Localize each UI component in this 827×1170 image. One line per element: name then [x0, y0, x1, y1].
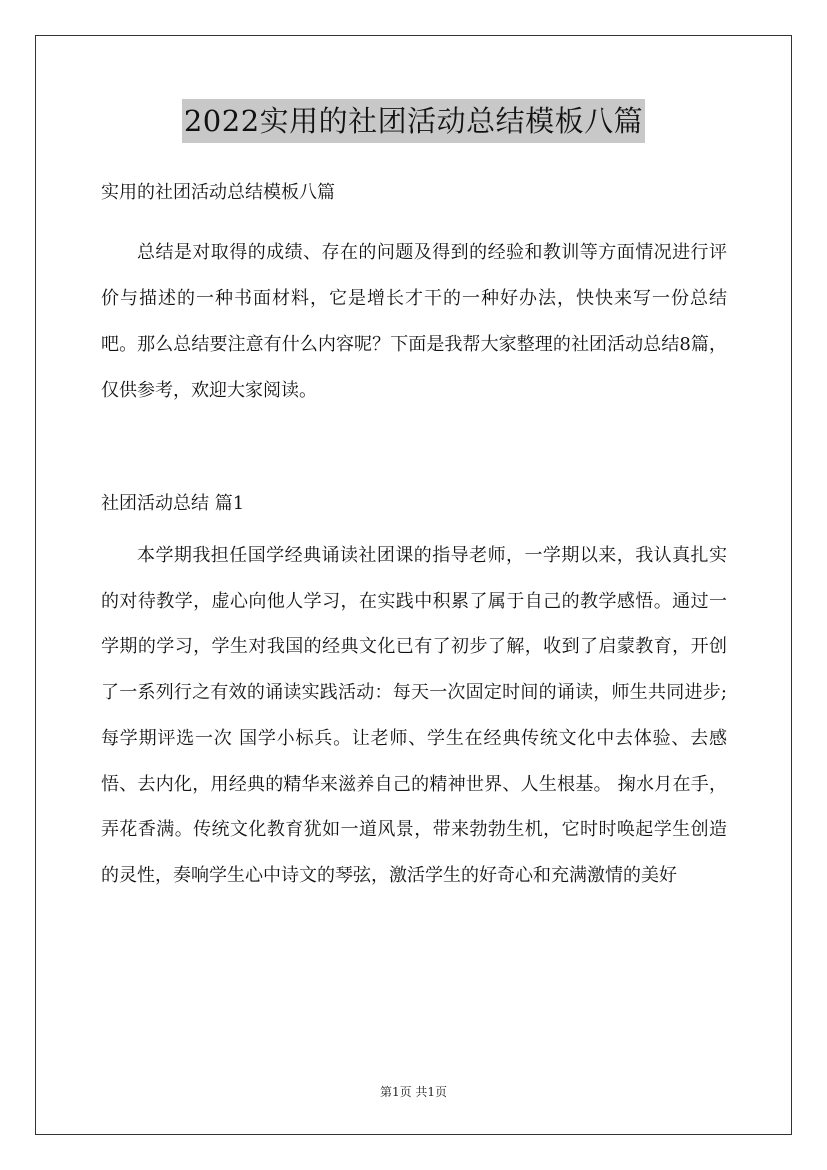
title-container — [0, 99, 827, 143]
document-subtitle: 实用的社团活动总结模板八篇 — [101, 182, 335, 203]
intro-paragraph: 总结是对取得的成绩、存在的问题及得到的经验和教训等方面情况进行评价与描述的一种书面材料，它是增长才干的一种好办法，快快来写一份总结吧。那么总结要注意有什么内容呢？下面是我帮大家整理的社团活动总结8篇，仅供参考，欢迎大家阅读。 — [101, 242, 727, 401]
page-number-footer: 第1页 共1页 — [379, 1085, 448, 1099]
section-heading: 社团活动总结 篇1 — [101, 493, 245, 514]
document-title: 2022实用的社团活动总结模板八篇 — [182, 99, 645, 143]
section-paragraph: 本学期我担任国学经典诵读社团课的指导老师，一学期以来，我认真扎实的对待教学，虚心向他人学习，在实践中积累了属于自己的教学感悟。通过一学期的学习，学生对我国的经典文化已有了初步了解，收到了启蒙教育，开创了一系列行之有效的诵读实践活动：每天一次固定时间的诵读，师生共同进步;每学期评选一次 国学小标兵。让老师、学生在经典传统文化中去体验、去感悟、去内化，用经典的精华来滋养自己的精神世界、人生根基。 掬水月在手，弄花香满。传统文化教育犹如一道风景，带来勃勃生机，它时时唤起学生创造的灵性，奏响学生心中诗文的琴弦，激活学生的好奇心和充满激情的美好 — [101, 545, 727, 886]
document-body — [101, 172, 727, 899]
